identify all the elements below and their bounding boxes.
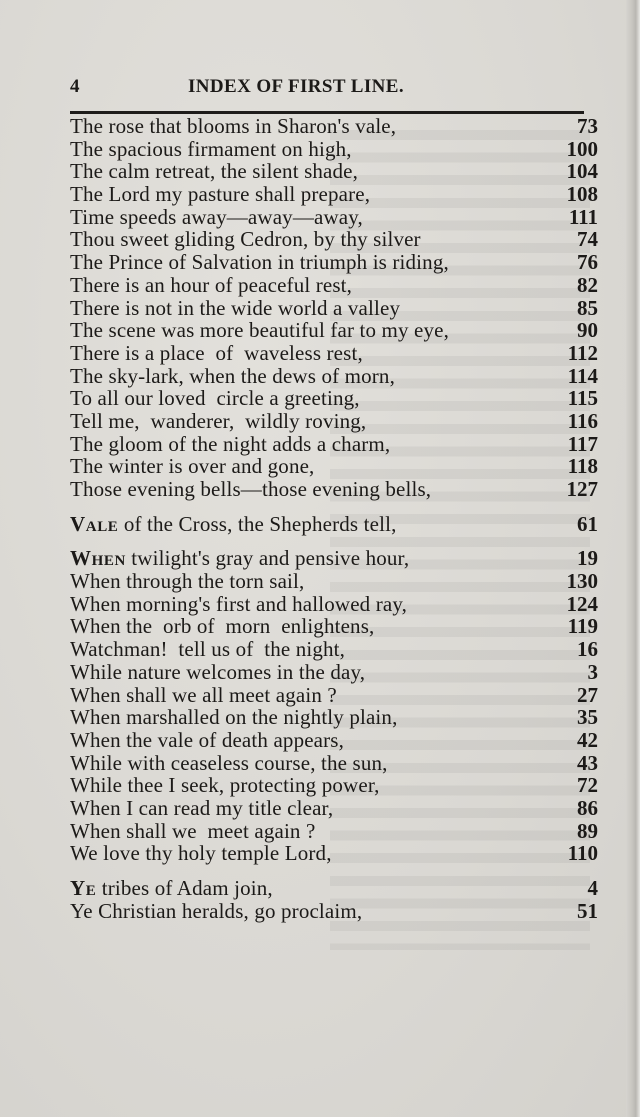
first-line-rest: The spacious firmament on high, xyxy=(70,136,352,161)
first-line-rest: When shall we all meet again ? xyxy=(70,682,337,707)
index-entry xyxy=(70,729,598,752)
page-reference: 89 xyxy=(577,818,598,843)
first-line-text xyxy=(70,251,449,274)
first-line-text xyxy=(70,410,366,433)
first-line-text xyxy=(70,820,315,843)
index-entry xyxy=(70,455,598,478)
first-line-rest: When I can read my title clear, xyxy=(70,795,334,820)
first-line-text xyxy=(70,206,363,229)
index-entry xyxy=(70,547,598,570)
first-line-text xyxy=(70,638,345,661)
page-reference: 43 xyxy=(577,750,598,775)
page-reference: 114 xyxy=(567,363,598,388)
page-reference: 27 xyxy=(577,682,598,707)
index-entry xyxy=(70,410,598,433)
index-group-y xyxy=(70,877,598,922)
page-reference: 4 xyxy=(587,876,598,900)
first-line-rest: The Lord my pasture shall prepare, xyxy=(70,182,371,207)
small-caps-lead-word: Ye xyxy=(70,876,97,900)
first-line-rest: Tell me, wanderer, wildly roving, xyxy=(70,408,367,433)
index-entry xyxy=(70,319,598,342)
first-line-rest: When morning's first and hallowed ray, xyxy=(70,591,408,616)
index-entry xyxy=(70,365,598,388)
index-group-t xyxy=(70,115,598,501)
first-line-rest: While thee I seek, protecting power, xyxy=(70,773,380,798)
page-reference: 3 xyxy=(587,659,598,684)
index-group-v xyxy=(70,513,598,536)
page-reference: 127 xyxy=(566,477,598,501)
first-line-rest: When through the torn sail, xyxy=(70,569,305,594)
index-entry xyxy=(70,593,598,616)
page-reference: 117 xyxy=(567,431,598,456)
small-caps-lead-word: Vale xyxy=(70,511,119,536)
index-entry xyxy=(70,206,598,229)
index-entry xyxy=(70,513,598,536)
index-entry xyxy=(70,342,598,365)
index-entry xyxy=(70,877,598,900)
first-line-text xyxy=(70,547,409,570)
first-line-text xyxy=(70,160,358,183)
index-entry xyxy=(70,228,598,251)
index-entry xyxy=(70,797,598,820)
first-line-text xyxy=(70,593,407,616)
index-entry xyxy=(70,433,598,456)
first-line-text xyxy=(70,706,397,729)
index-entry xyxy=(70,115,598,138)
page-reference: 130 xyxy=(566,569,598,594)
page-reference: 104 xyxy=(566,159,598,184)
index-entry xyxy=(70,251,598,274)
first-line-text xyxy=(70,684,337,707)
first-line-rest: The scene was more beautiful far to my eye, xyxy=(70,318,450,343)
first-line-rest: We love thy holy temple Lord, xyxy=(70,841,332,866)
page-reference: 16 xyxy=(577,637,598,662)
page-reference: 82 xyxy=(577,272,598,297)
first-line-rest: When shall we meet again ? xyxy=(70,818,316,843)
index-entry xyxy=(70,138,598,161)
page-reference: 42 xyxy=(577,727,598,752)
first-line-text xyxy=(70,365,395,388)
index-entry xyxy=(70,638,598,661)
first-line-rest: twilight's gray and pensive hour, xyxy=(125,546,410,571)
first-line-text xyxy=(70,797,333,820)
page-reference: 100 xyxy=(566,136,598,161)
index-entry xyxy=(70,842,598,865)
first-line-text xyxy=(70,387,360,410)
first-line-rest: Those evening bells—those evening bells, xyxy=(70,477,432,501)
first-line-text xyxy=(70,661,365,684)
first-line-rest: of the Cross, the Shepherds tell, xyxy=(118,511,397,536)
first-line-text xyxy=(70,115,396,138)
first-line-text xyxy=(70,319,449,342)
index-entry xyxy=(70,615,598,638)
page-reference: 74 xyxy=(577,227,598,252)
index-entry xyxy=(70,297,598,320)
index-entry xyxy=(70,900,598,923)
small-caps-lead-word: When xyxy=(70,546,126,571)
page-number: 4 xyxy=(70,76,80,97)
first-line-text xyxy=(70,570,304,593)
first-line-text xyxy=(70,478,431,501)
index-entry xyxy=(70,160,598,183)
index-entry xyxy=(70,774,598,797)
index-entry xyxy=(70,183,598,206)
running-title: INDEX OF FIRST LINE. xyxy=(188,76,404,97)
index-entry xyxy=(70,684,598,707)
first-line-rest: The gloom of the night adds a charm, xyxy=(70,431,391,456)
index-group-w xyxy=(70,547,598,865)
index-entry xyxy=(70,820,598,843)
first-line-text xyxy=(70,228,421,251)
first-line-rest: There is not in the wide world a valley xyxy=(70,295,401,320)
index-entry xyxy=(70,478,598,501)
first-line-rest: tribes of Adam join, xyxy=(96,876,273,900)
first-line-text xyxy=(70,752,388,775)
first-line-text xyxy=(70,183,370,206)
page-reference: 86 xyxy=(577,795,598,820)
first-line-text xyxy=(70,138,352,161)
page-reference: 85 xyxy=(577,295,598,320)
page-reference: 115 xyxy=(567,386,598,411)
index-entry xyxy=(70,661,598,684)
first-line-text xyxy=(70,342,363,365)
page-reference: 35 xyxy=(577,705,598,730)
page-reference: 51 xyxy=(577,898,598,923)
index-entry xyxy=(70,570,598,593)
page-reference: 116 xyxy=(567,408,598,433)
first-line-text xyxy=(70,877,273,900)
first-line-rest: Thou sweet gliding Cedron, by thy silver xyxy=(70,227,421,252)
page-reference: 112 xyxy=(567,340,598,365)
first-line-rest: The calm retreat, the silent shade, xyxy=(70,159,359,184)
index-entry xyxy=(70,387,598,410)
first-line-text xyxy=(70,433,390,456)
page-reference: 61 xyxy=(577,511,598,536)
first-line-text xyxy=(70,774,380,797)
first-line-rest: When the orb of morn enlightens, xyxy=(70,614,375,639)
first-line-text xyxy=(70,455,314,478)
page-reference: 118 xyxy=(567,454,598,479)
first-line-rest: Time speeds away—away—away, xyxy=(70,204,363,229)
page-gutter xyxy=(626,0,640,1117)
page-reference: 111 xyxy=(568,204,598,229)
first-line-rest: The sky-lark, when the dews of morn, xyxy=(70,363,395,388)
first-line-rest: The winter is over and gone, xyxy=(70,454,315,479)
index-of-first-lines xyxy=(70,115,598,922)
first-line-rest: The rose that blooms in Sharon's vale, xyxy=(70,114,397,138)
first-line-rest: Ye Christian heralds, go proclaim, xyxy=(70,898,363,923)
page-reference: 110 xyxy=(567,841,598,866)
first-line-rest: When the vale of death appears, xyxy=(70,727,345,752)
first-line-text xyxy=(70,729,344,752)
page-reference: 90 xyxy=(577,318,598,343)
page-reference: 73 xyxy=(577,114,598,138)
first-line-rest: There is a place of waveless rest, xyxy=(70,340,363,365)
page-reference: 119 xyxy=(567,614,598,639)
index-entry xyxy=(70,706,598,729)
first-line-text xyxy=(70,615,374,638)
first-line-rest: Watchman! tell us of the night, xyxy=(70,637,346,662)
running-header xyxy=(70,76,598,100)
page-reference: 124 xyxy=(566,591,598,616)
first-line-rest: While with ceaseless course, the sun, xyxy=(70,750,388,775)
page-reference: 76 xyxy=(577,250,598,275)
index-entry xyxy=(70,274,598,297)
first-line-rest: There is an hour of peaceful rest, xyxy=(70,272,353,297)
page-reference: 108 xyxy=(566,182,598,207)
first-line-rest: To all our loved circle a greeting, xyxy=(70,386,360,411)
first-line-rest: While nature welcomes in the day, xyxy=(70,659,366,684)
first-line-text xyxy=(70,513,396,536)
first-line-rest: When marshalled on the nightly plain, xyxy=(70,705,398,730)
first-line-text xyxy=(70,274,352,297)
page-reference: 72 xyxy=(577,773,598,798)
first-line-text xyxy=(70,900,362,923)
first-line-rest: The Prince of Salvation in triumph is riding, xyxy=(70,250,449,275)
first-line-text xyxy=(70,297,400,320)
index-entry xyxy=(70,752,598,775)
first-line-text xyxy=(70,842,332,865)
page-reference: 19 xyxy=(577,546,598,571)
